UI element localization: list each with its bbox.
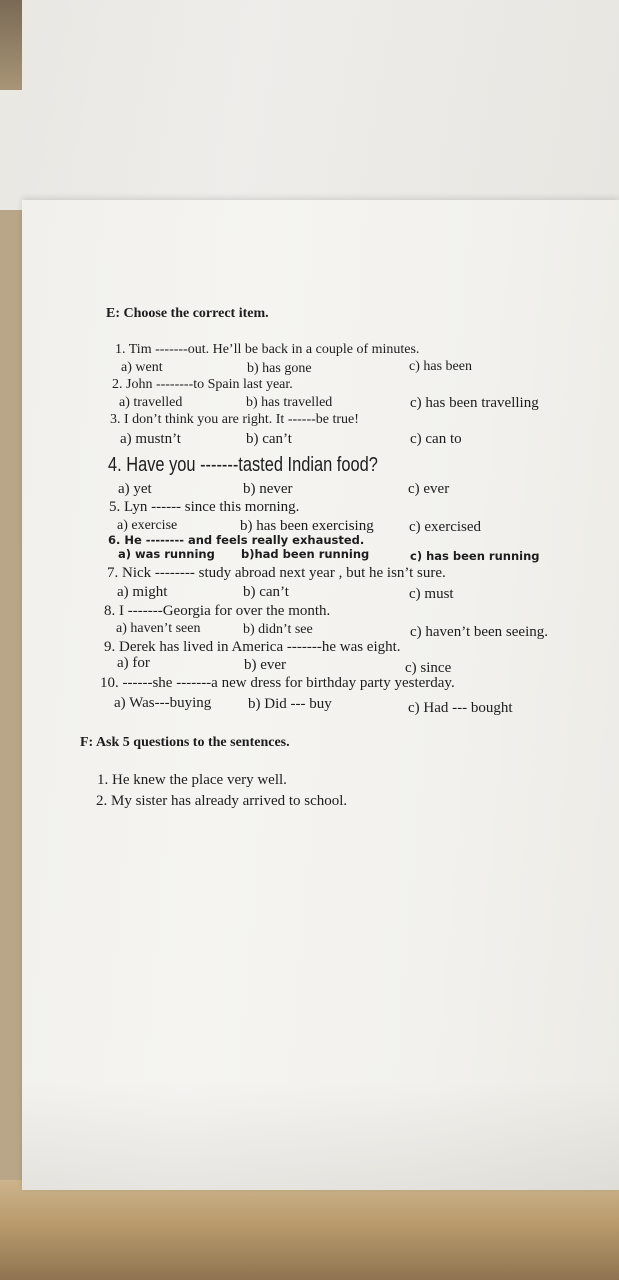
question-2-option-c: c) has been travelling: [410, 395, 539, 411]
section-f-sentence-1: 1. He knew the place very well.: [97, 772, 287, 788]
question-5-stem: 5. Lyn ------ since this morning.: [109, 499, 300, 515]
page-shadow: [22, 1080, 619, 1190]
question-8-stem: 8. I -------Georgia for over the month.: [104, 603, 331, 619]
question-6-option-b: b)had been running: [241, 547, 370, 561]
question-3-option-a: a) mustn’t: [120, 431, 181, 447]
question-9-stem: 9. Derek has lived in America -------he was eight.: [104, 639, 401, 655]
question-9-option-a: a) for: [117, 655, 150, 671]
question-3-stem: 3. I don’t think you are right. It ------be true!: [110, 412, 359, 427]
question-5-option-b: b) has been exercising: [240, 518, 374, 534]
question-7-option-c: c) must: [409, 586, 454, 602]
question-7-option-a: a) might: [117, 584, 168, 600]
question-1-stem: 1. Tim -------out. He’ll be back in a couple of minutes.: [115, 342, 420, 357]
question-6-option-c: c) has been running: [410, 549, 540, 563]
question-5-option-a: a) exercise: [117, 518, 178, 533]
question-7-stem: 7. Nick -------- study abroad next year , but he isn’t sure.: [107, 565, 446, 581]
question-6-stem: 6. He -------- and feels really exhausted.: [108, 533, 365, 547]
question-8-option-a: a) haven’t seen: [116, 621, 201, 636]
question-2-stem: 2. John --------to Spain last year.: [112, 377, 293, 392]
question-1-option-c: c) has been: [409, 359, 472, 374]
section-f-sentence-2: 2. My sister has already arrived to school.: [96, 793, 348, 809]
question-4-option-b: b) never: [243, 481, 293, 497]
question-8-option-c: c) haven’t been seeing.: [410, 624, 548, 640]
background-sheet: [0, 0, 619, 210]
question-7-option-b: b) can’t: [243, 584, 289, 600]
floor-surface: [0, 1180, 619, 1280]
question-2-option-b: b) has travelled: [246, 395, 333, 410]
question-8-option-b: b) didn’t see: [243, 622, 313, 637]
question-4-option-a: a) yet: [118, 481, 152, 497]
question-10-option-c: c) Had --- bought: [408, 700, 513, 716]
question-10-stem: 10. ------she -------a new dress for birthday party yesterday.: [100, 675, 455, 691]
question-9-option-c: c) since: [405, 660, 452, 676]
background-corner: [0, 0, 22, 90]
question-6-option-a: a) was running: [118, 547, 215, 561]
question-4-option-c: c) ever: [408, 481, 450, 497]
question-1-option-b: b) has gone: [247, 361, 312, 376]
question-3-option-c: c) can to: [410, 431, 462, 447]
question-4-stem: 4. Have you -------tasted Indian food?: [108, 454, 378, 476]
question-5-option-c: c) exercised: [409, 519, 482, 535]
section-e-heading: E: Choose the correct item.: [106, 306, 269, 321]
question-10-option-b: b) Did --- buy: [248, 696, 332, 712]
question-10-option-a: a) Was---buying: [114, 695, 212, 711]
section-f-heading: F: Ask 5 questions to the sentences.: [80, 735, 290, 750]
question-3-option-b: b) can’t: [246, 431, 292, 447]
question-1-option-a: a) went: [121, 360, 163, 375]
question-9-option-b: b) ever: [244, 657, 287, 673]
question-2-option-a: a) travelled: [119, 395, 183, 410]
